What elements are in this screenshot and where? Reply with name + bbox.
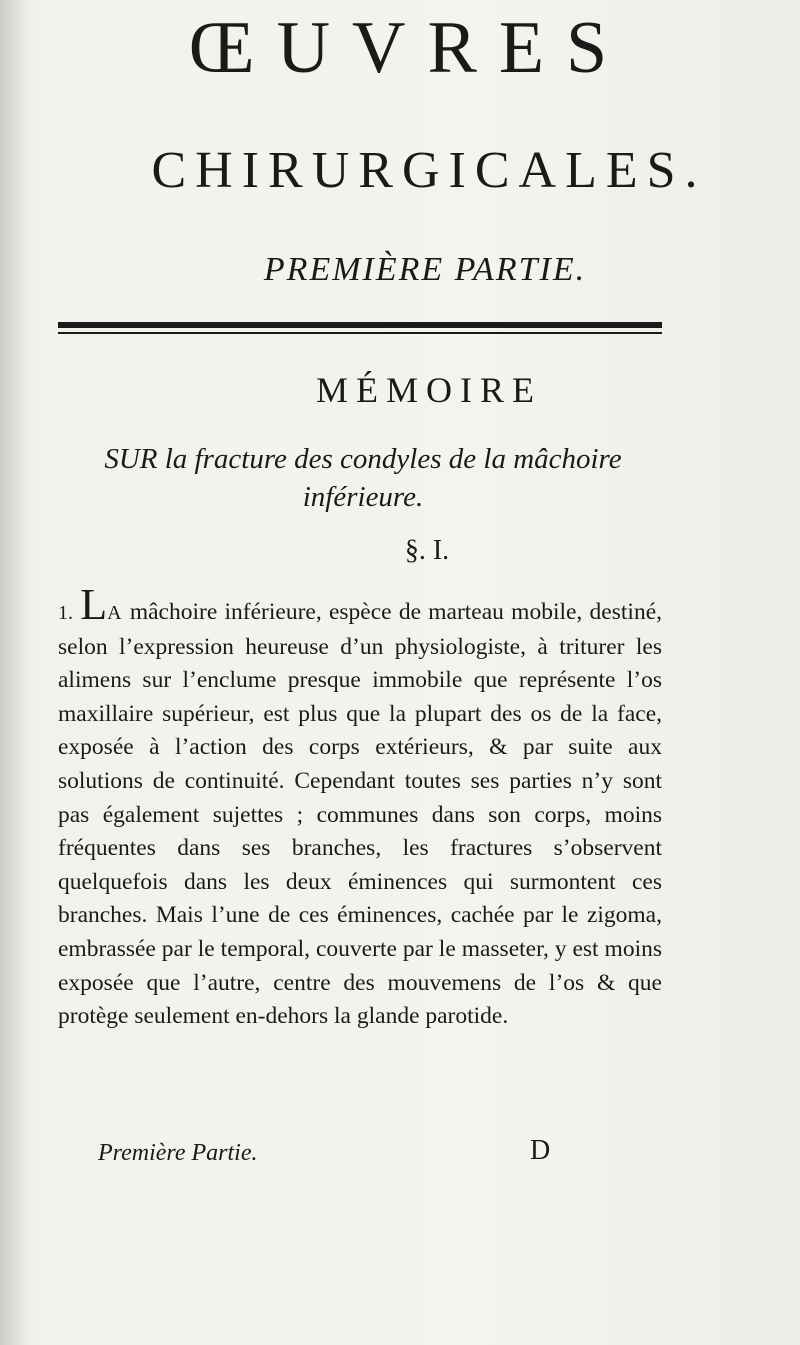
section-number: §. I. xyxy=(404,535,450,566)
rule-thin xyxy=(58,332,662,334)
double-rule-divider xyxy=(58,322,662,336)
rule-thick xyxy=(58,322,662,328)
small-capital: A xyxy=(107,602,123,624)
running-footer: Première Partie. xyxy=(98,1140,258,1166)
book-title-line2: CHIRURGICALES. xyxy=(151,142,707,199)
memoir-subtitle: SUR la fracture des condyles de la mâchoire inférieure. xyxy=(104,443,622,513)
book-title-line1: ŒUVRES xyxy=(188,7,630,89)
body-paragraph xyxy=(58,580,662,1034)
signature-mark: D xyxy=(530,1135,551,1166)
paragraph-number: 1. xyxy=(58,602,73,624)
part-title: PREMIÈRE PARTIE. xyxy=(263,251,587,288)
memoir-heading: MÉMOIRE xyxy=(316,370,542,410)
paragraph-text: mâchoire inférieure, espèce de marteau mobile, destiné, selon l’expression heureuse d’un physiologiste, à triturer les alimens sur l’enclume presque immobile que représente l’os maxillaire supérieur, est plus que la plupart des os de la face, exposée à l’action des corps extérieurs, & par suite aux solutions de continuité. Cependant toutes ses parties n’y sont pas également sujettes ; communes dans son corps, moins fréquentes dans ses branches, les fractures s’observent quelquefois dans les deux éminences qui surmontent ces branches. Mais l’une de ces éminences, cachée par le zigoma, embrassée par le temporal, couverte par le masseter, y est moins exposée que l’autre, centre des mouvemens de l’os & que protège seulement en-dehors la glande parotide. xyxy=(58,599,662,1030)
drop-capital: L xyxy=(80,580,108,629)
